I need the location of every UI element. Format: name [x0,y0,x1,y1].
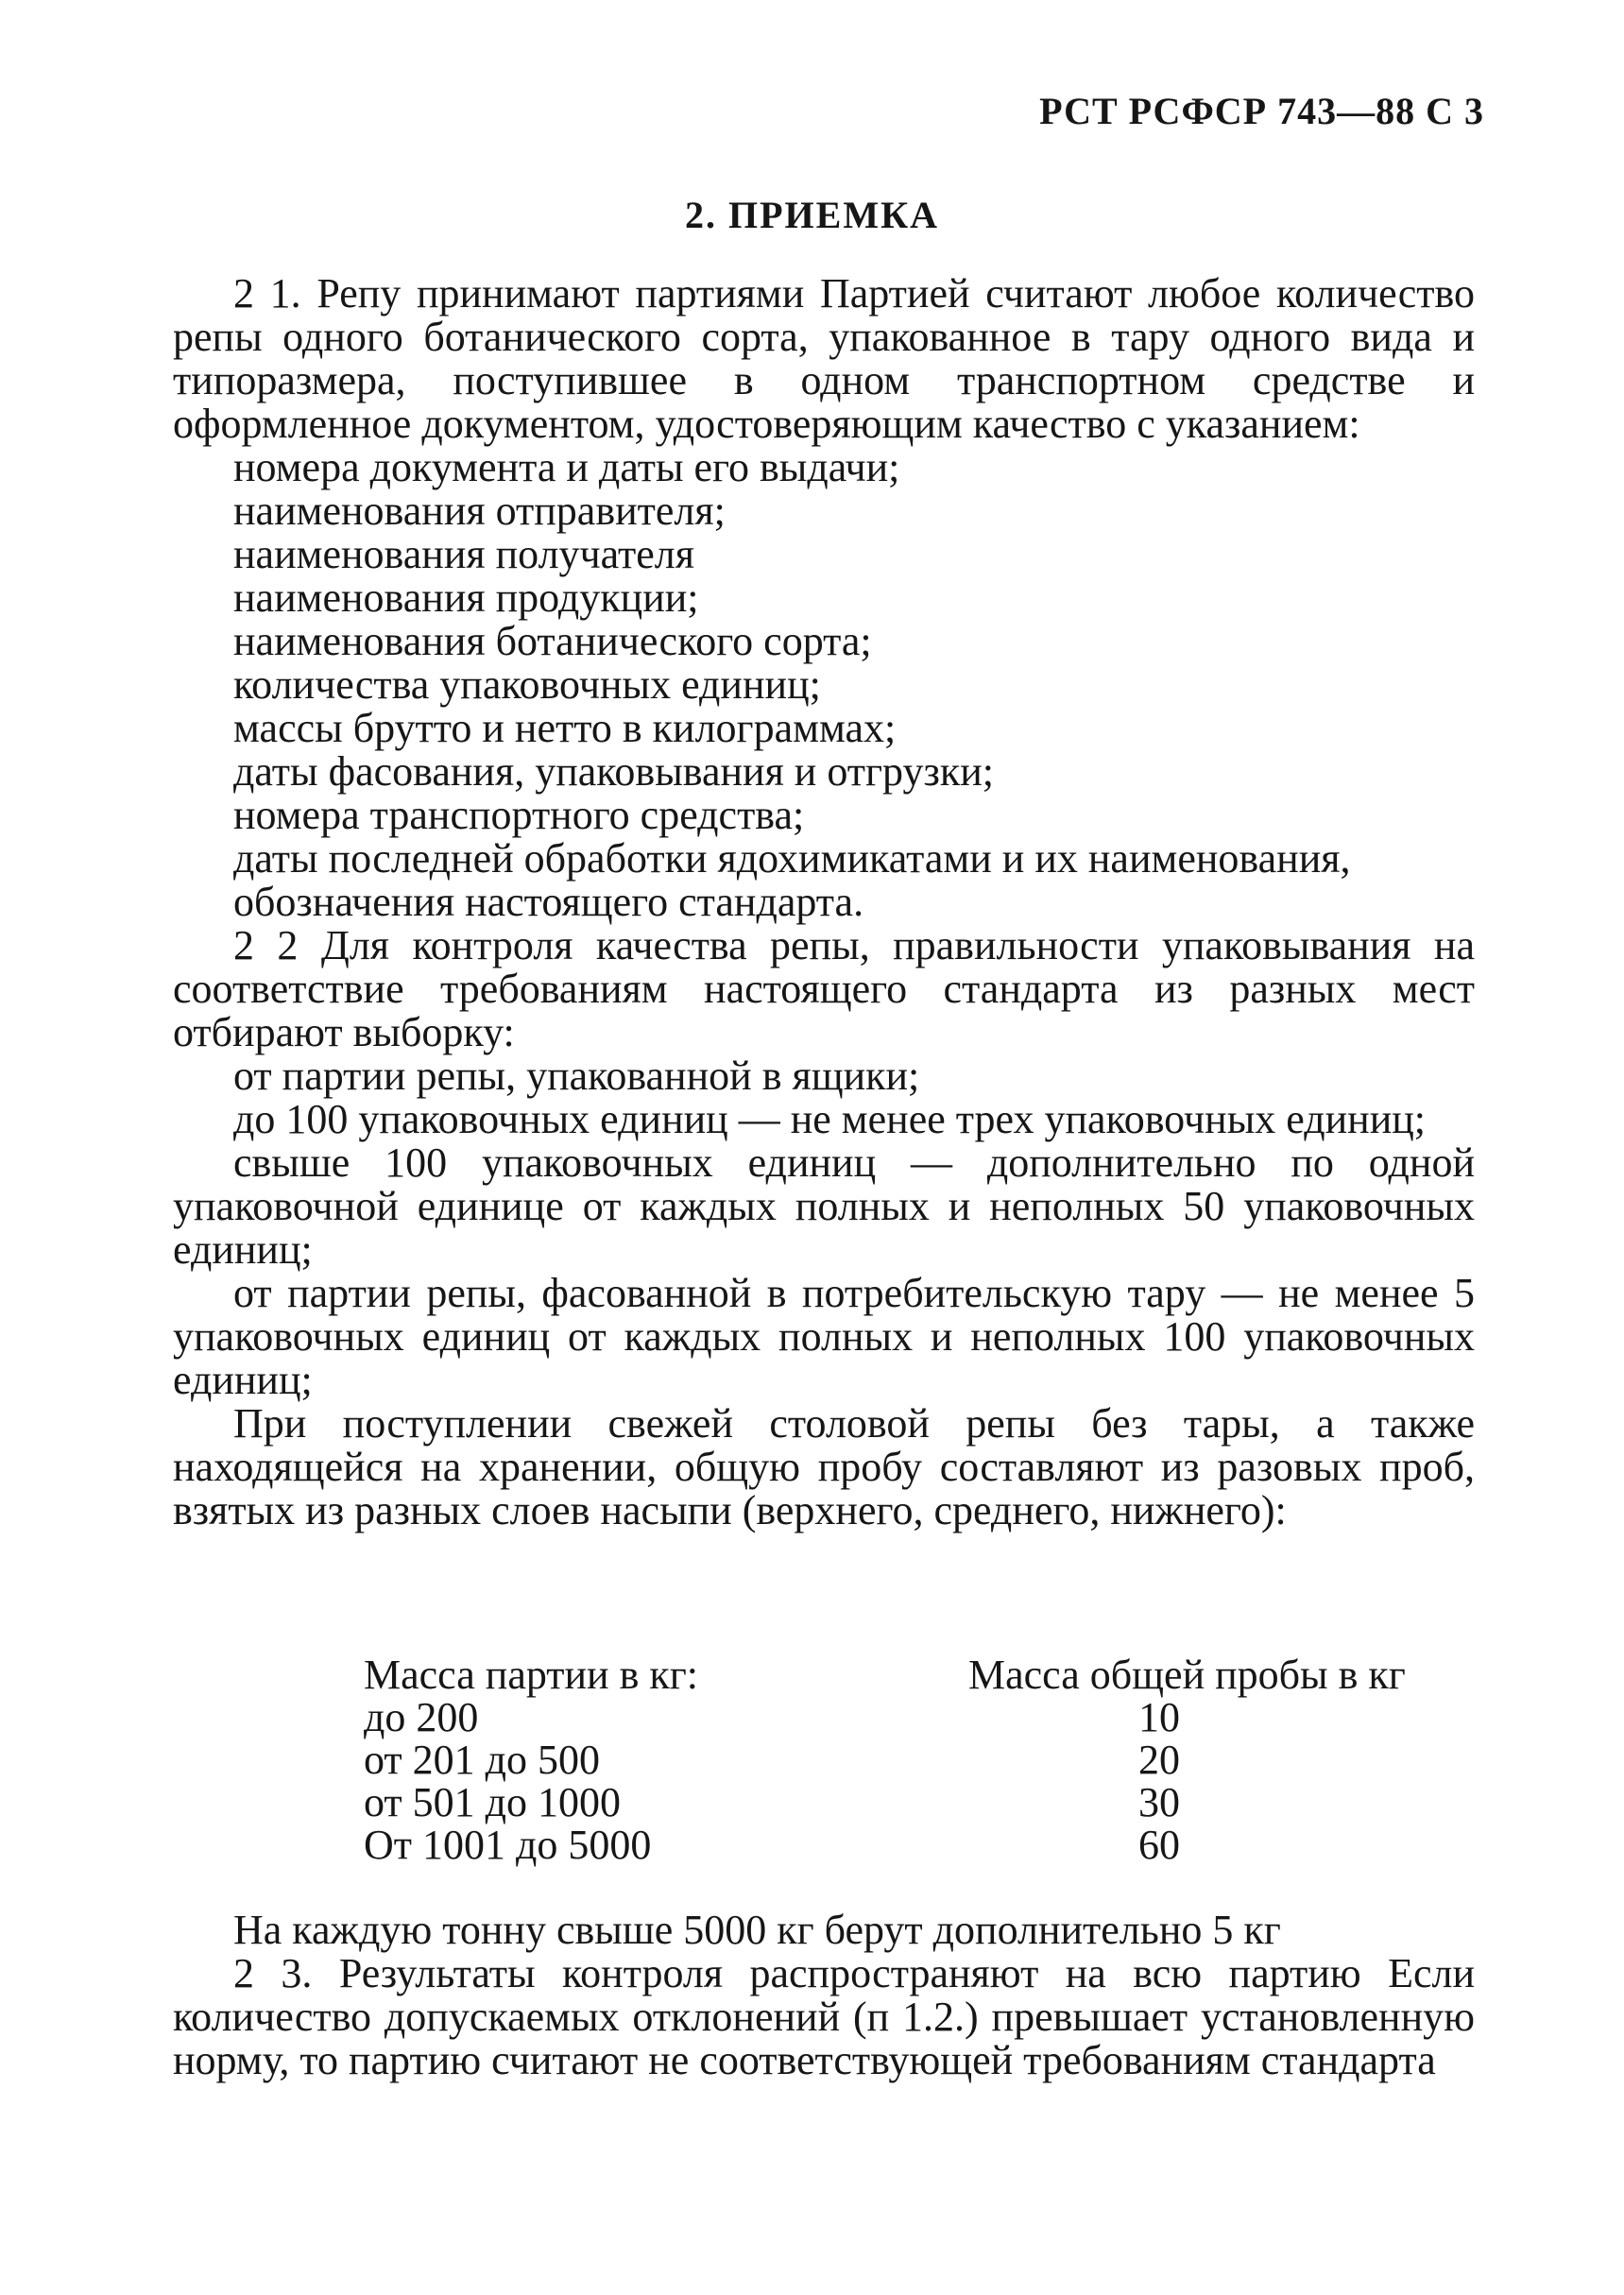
list-item: обозначения настоящего стандарта. [233,879,864,925]
list-item: наименования отправителя; [233,488,726,534]
list-item: наименования получателя [233,531,694,577]
paragraph-2-2: 2 2 Для контроля качества репы, правильности упаковывания на соответствие требованиям настоящего стандарта из разных мест отбирают выборку: [173,922,1475,1055]
sample-rule-consumer-pack: от партии репы, фасованной в потребительскую тару — не менее 5 упаковочных единиц от каждых полных и неполных 100 упаковочных единиц; [173,1270,1475,1403]
sample-mass-cell: 20 [1138,1737,1180,1783]
sample-mass-table [364,1653,1450,1866]
sample-mass-cell: 30 [1138,1779,1180,1825]
list-item: даты последней обработки ядохимикатами и их наименования, [233,835,1351,882]
sample-rule-over-100: свыше 100 упаковочных единиц — дополнительно по одной упаковочной единице от каждых полных и неполных 50 упаковочных единиц; [173,1139,1475,1273]
column-header-lot-mass: Масса партии в кг: [364,1652,699,1698]
list-item: номера документа и даты его выдачи; [233,444,900,490]
list-item: наименования продукции; [233,574,699,621]
list-item: наименования ботанического сорта; [233,618,872,664]
table-row [364,1738,1450,1781]
table-row [364,1781,1450,1824]
paragraph-2-3: 2 3. Результаты контроля распространяют на всю партию Если количество допускаемых отклонений (п 1.2.) превышает установленную норму, то партию считают не соответствующей требованиям стандарта [173,1950,1475,2083]
section-title: 2. ПРИЕМКА [685,194,939,236]
paragraph-2-1: 2 1. Репу принимают партиями Партией считают любое количество репы одного ботанического сорта, упакованное в тару одного вида и типоразмера, поступившее в одном транспортном средстве и оформленное документом, удостоверяющим качество с указанием: [173,270,1475,447]
list-item: массы брутто и нетто в килограммах; [233,705,897,751]
page-header: РСТ РСФСР 743—88 С 3 [1039,90,1484,132]
table-row [364,1824,1450,1866]
table-row [364,1696,1450,1738]
sample-mass-cell: 10 [1138,1694,1180,1740]
lot-mass-cell: от 501 до 1000 [364,1779,622,1825]
table-header-row [364,1653,1450,1696]
lot-mass-cell: до 200 [364,1694,479,1740]
lot-mass-cell: от 201 до 500 [364,1737,601,1783]
list-item: даты фасования, упаковывания и отгрузки; [233,748,994,795]
sample-rule-crates: от партии репы, упакованной в ящики; [233,1053,920,1099]
list-item: количества упаковочных единиц; [233,661,821,708]
sample-rule-upto-100: до 100 упаковочных единиц — не менее трех упаковочных единиц; [233,1096,1427,1142]
sample-mass-cell: 60 [1138,1822,1180,1868]
section-tail [173,1909,1475,2082]
requisites-list [173,446,1475,924]
extra-sample-note: На каждую тонну свыше 5000 кг берут дополнительно 5 кг [233,1907,1281,1953]
column-header-sample-mass: Масса общей пробы в кг [968,1652,1406,1698]
lot-mass-cell: От 1001 до 5000 [364,1822,652,1868]
section-body [173,272,1475,1533]
list-item: номера транспортного средства; [233,792,805,838]
sample-rule-bulk: При поступлении свежей столовой репы без тары, а также находящейся на хранении, общую пробу составляют из разовых проб, взятых из разных слоев насыпи (верхнего, среднего, нижнего): [173,1400,1475,1533]
